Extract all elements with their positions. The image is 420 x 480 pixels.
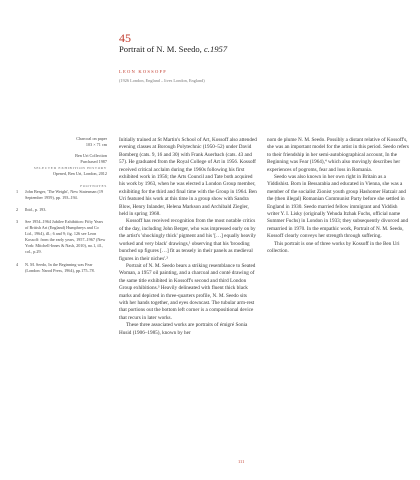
dimensions: 103 × 71 cm bbox=[85, 142, 107, 148]
footnote-text: N. M. Seedo, In the Beginning was Fear (London: Narod Press, 1964), pp.175–78. bbox=[25, 261, 95, 273]
paragraph: Initially trained at St Martin's School of Art, Kossoff also attended evening classes at Borough Polytechnic (1950–52) under David Bomberg (cats. 9, 16 and 30) with Frank Auerbach (cats. 43 and 57). He graduated from the Royal College of Art in 1956. Kossoff received critical acclaim during the 1960s following his first exhibited work in 1956; the Arts Council and Tate both acquired his work by 1963, when he was elected a London Group member, exhibiting for the third and final time with the Group in 1964. Ben Uri featured his work at this time in a group show with Sandra Blow, Henry Inlander, Helena Markson and Archibald Ziegler, held in spring 1968. bbox=[119, 137, 257, 218]
footnote-number: 3 bbox=[16, 218, 19, 224]
body-column-2 bbox=[267, 137, 409, 256]
footnote bbox=[16, 189, 107, 201]
paragraph: This portrait is one of three works by Kossoff in the Ben Uri collection. bbox=[267, 240, 400, 255]
acquisition: Purchased 1987 bbox=[80, 159, 107, 165]
footnote-text: See 1954–1964 Jubilee Exhibition: Fifty Years of British Art (England) Humphreys and Co Ltd., 1964), ill.; 6 and 9; fig. 126 see Leon Kossoff: from the early years, 1957–1967 (New York: Mitchell-Innes & Nash, 2010), no.1, ill., col., p.29. bbox=[25, 218, 106, 255]
artist-name: LEON KOSSOFF bbox=[119, 69, 167, 74]
paragraph: nom de plume N. M. Seedo. Possibly a distant relative of Kossoff's, she was an important model for the artist in this period. Seedo refers to their friendship in her semi-autobiographical account, In the Beginning was Fear (1964),⁴ which also movingly describes her experiences of pogroms, fear and loss in Romania. bbox=[267, 137, 409, 173]
artist-dates: (1926 London, England – lives London, England) bbox=[119, 78, 205, 83]
footnote-number: 2 bbox=[16, 206, 19, 212]
footnotes-caption: FOOTNOTES bbox=[80, 183, 107, 188]
exhibition-history-caption: SELECTED EXHIBITION HISTORY bbox=[33, 166, 107, 171]
footnote bbox=[16, 262, 107, 274]
paragraph: Portrait of N. M. Seedo bears a striking resemblance to Seated Woman, a 1957 oil painting, and a charcoal and conté drawing of the same title exhibited in Kossoff's second and third London Group exhibitions.³ Heavily delineated with fluent thick black marks and depicted in three-quarters profile, N. M. Seedo sits with her hands together, and eyes downcast. The tubular arm-rest that portions out the bottom left corner is a compositional device that recurs in later works. bbox=[119, 262, 256, 321]
artwork-title bbox=[119, 44, 227, 54]
footnote bbox=[16, 219, 107, 256]
collection: Ben Uri Collection bbox=[75, 153, 107, 159]
footnote bbox=[16, 207, 107, 213]
paragraph: Seedo was also known in her own right in Britain as a Yiddishist. Born in Bessarabia and educated in Vienna, she was a member of the socialist Zionist youth group Hashomer Hatzair and the (then illegal) Romanian Communist Party before she settled in England in 1930. Seedo married fellow immigrant and Yiddish writer Y. I. Lisky (originally Yehuda Itzhak Fuchs, official name Summer Fuchs) in London in 1933; they subsequently divorced and remarried in 1970. In the empathic work, Portrait of N. M. Seedo, Kossoff clearly conveys her strength through suffering. bbox=[267, 174, 409, 240]
medium: Charcoal on paper bbox=[76, 136, 107, 141]
footnote-text: Ibid., p. 193. bbox=[25, 206, 47, 212]
page-number: 111 bbox=[238, 459, 245, 464]
body-column-1 bbox=[119, 137, 257, 337]
title-date: c.1957 bbox=[203, 44, 228, 54]
paragraph: These three associated works are portraits of émigré Sonia Husid (1906–1985), known by her bbox=[119, 322, 248, 336]
sidebar-metadata bbox=[16, 136, 107, 280]
exhibition-history-text: Opened, Ben Uri, London, 2012 bbox=[52, 171, 107, 177]
paragraph: Kossoff has received recognition from the most notable critics of the day, including John Berger, who was impressed early on by the artist's 'shockingly thick' pigment and his '[…] equally heavily worked and very black' drawings,¹ observing that his 'brooding bunched up figures […] fit as tensely in their panels as medieval figures in their niches'.² bbox=[119, 218, 257, 262]
footnote-text: John Berger, 'The Weight', New Statesman (19 September 1959), pp. 193–194. bbox=[25, 188, 104, 200]
footnote-number: 1 bbox=[16, 188, 19, 194]
title-text: Portrait of N. M. Seedo, bbox=[119, 44, 204, 54]
catalogue-number: 45 bbox=[119, 31, 131, 45]
footnote-number: 4 bbox=[16, 261, 19, 267]
